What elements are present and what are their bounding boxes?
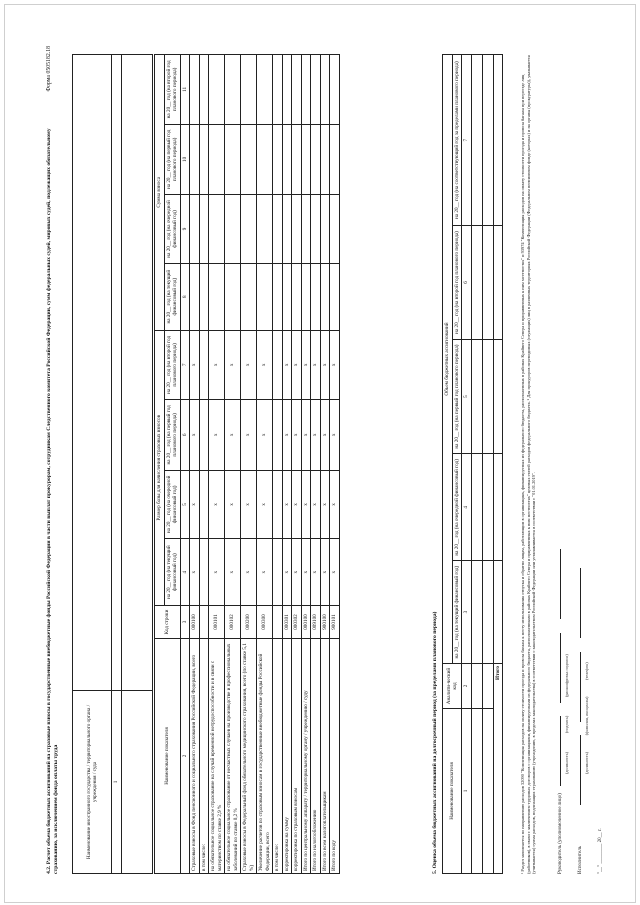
rate-y2: на 20__ год (на очередной финансовый год) [164,470,180,539]
sum-cell[interactable] [330,55,340,125]
exec-caption-1: (должность) [584,752,590,774]
form-id: Форма 0505182.18 [46,46,52,92]
row-code: 900100 [320,606,330,639]
base-cell[interactable] [199,539,209,606]
row-code: 009100 [311,606,321,639]
row-code: 000301 [282,606,292,639]
row-name: в том числе: [199,639,209,874]
lt-colnum-cell: 7 [462,55,472,226]
base-cell[interactable]: x [209,539,225,606]
base-cell[interactable]: x [282,330,292,400]
lt-colnum-cell: 4 [462,454,472,561]
sum-cell[interactable] [241,195,257,264]
rotated-document [42,40,612,880]
base-cell[interactable]: x [190,470,200,539]
row-name: в том числе: [273,639,283,874]
row-name: корректировка по страховым взносам [292,639,302,874]
sum-cell[interactable] [257,263,273,330]
row-name: на обязательное социальное страхование на случай временной нетрудоспособности и в связи с материнством по ставке 2,9 % [209,639,225,874]
row-code: 000300 [257,606,273,639]
base-cell[interactable]: x [330,330,340,400]
sum-cell[interactable] [199,124,209,194]
row-code: 000102 [225,606,241,639]
sum-cell[interactable] [199,263,209,330]
colnum-cell: 11 [180,55,190,125]
sum-y1: на 20__ год (на текущий финансовый год) [164,263,180,330]
sum-cell[interactable] [273,195,283,264]
base-cell[interactable]: x [301,400,311,470]
table-row [301,55,311,874]
sum-y4: на 20__ год (на второй год планового периода) [164,55,180,125]
sum-cell[interactable] [301,124,311,194]
lt-y2: на 20__ год (на очередной финансовый год) [452,454,462,561]
base-cell[interactable]: x [257,330,273,400]
row-name: Итого по всем налогоплательщикам [320,639,330,874]
base-cell[interactable]: x [225,400,241,470]
sum-cell[interactable] [209,263,225,330]
sum-cell[interactable] [257,55,273,125]
footnote: ¹ Раздел заполняется по направлению расходов 32090 "Компенсация расходов на оплату стоимости проезда и провоза багажа к месту использования отпуска и обратно лицам, работающим в организациях, финансируемых из федерального бюджета, расположенных в районах Крайнего Севера и приравненных к ним местностях" и 93974 "Компенсация расходов на оплату стоимости проезда и провоза багажа при переезде лиц (работников), в связи с заключением трудовых договоров с организациями, финансируемыми из федерального бюджета, расположенными в районах Крайнего Севера и приравненных к ним местностях" целевых статей расходов федерального бюджета. ² Для прокуроров переводимых (служащих) лиц в различных территориях Российской Федерации (Федеральном пенсионном фонде (которых) и на органы (прокуратуры)), указывается (учитывается) сумма расходов, подлежащих страхованию (учреждению, в пределах законодательства) в соответствии с законодательством Российской Федерации или устанавливается в соответствии с "01.01.2019". [520,55,537,874]
sum-cell[interactable] [320,195,330,264]
lt-colnum-row [462,55,472,874]
sum-y3: на 20__ год (на первый год планового периода) [164,124,180,194]
row-code: 000302 [292,606,302,639]
colnum-cell: 2 [180,639,190,874]
sum-cell[interactable] [273,55,283,125]
exec-caption-2: (фамилия, инициалы) [584,696,590,736]
table-row [257,55,273,874]
lt-y5: на 20__ год (на соответствующий год за пределами планового периода) [452,55,462,226]
lt-y3: на 20__ год (на первый год планового периода) [452,339,462,454]
head-position-line[interactable] [560,716,561,786]
row-name: Увеличение расчетов по страховым взносам в государственные внебюджетные фонды Российской Федерации, всего [257,639,273,874]
lt-y1: на 20__ год (на текущий финансовый год) [452,561,462,664]
base-cell[interactable]: x [190,539,200,606]
sum-cell[interactable] [311,263,321,330]
base-cell[interactable]: x [257,470,273,539]
lt-total-label: Итого [493,664,503,874]
colnum-cell: 3 [180,606,190,639]
base-cell[interactable]: x [190,330,200,400]
head-signature-line[interactable] [560,633,561,703]
base-cell[interactable] [199,330,209,400]
row-name: корректировка на сумму [282,639,292,874]
sum-cell[interactable] [225,263,241,330]
lt-colnum-cell: 3 [462,561,472,664]
base-cell[interactable]: x [292,470,302,539]
base-cell[interactable] [273,539,283,606]
sum-cell[interactable] [241,263,257,330]
base-cell[interactable]: x [282,400,292,470]
base-cell[interactable]: x [320,400,330,470]
base-cell[interactable]: x [320,539,330,606]
date-line: "__" ________ 20__ г. [598,828,603,874]
table-row [311,55,321,874]
sum-cell[interactable] [190,55,200,125]
sum-cell[interactable] [257,195,273,264]
sum-cell[interactable] [209,195,225,264]
base-cell[interactable]: x [225,330,241,400]
base-cell[interactable]: x [282,539,292,606]
table-row [330,55,340,874]
rate-y1: на 20__ год (на текущий финансовый год) [164,539,180,606]
row-code: 000101 [209,606,225,639]
sum-cell[interactable] [292,55,302,125]
base-cell[interactable]: x [241,330,257,400]
table-row [225,55,241,874]
base-cell[interactable]: x [330,470,340,539]
sum-cell[interactable] [292,124,302,194]
sum-cell[interactable] [301,55,311,125]
colnum-cell: 5 [180,470,190,539]
sum-cell[interactable] [282,55,292,125]
base-cell[interactable]: x [257,539,273,606]
sum-cell[interactable] [209,55,225,125]
base-cell[interactable]: x [320,470,330,539]
base-cell[interactable]: x [209,330,225,400]
row-name: на обязательное социальное страхование от несчастных случаев на производстве и профессиональных заболеваний по ставке 0,2 % [225,639,241,874]
sum-cell[interactable] [273,124,283,194]
base-cell[interactable]: x [209,400,225,470]
head-caption-2: (подпись) [564,715,570,734]
row-name: Страховые взносы в Федеральный фонд обязательного медицинского страхования, всего (по ставке 5,1 %) [241,639,257,874]
sum-cell[interactable] [190,195,200,264]
lt-colnum-cell: 2 [462,664,472,709]
base-cell[interactable]: x [257,400,273,470]
sum-cell[interactable] [282,195,292,264]
lt-name-header: Наименование показателя [443,709,462,874]
sum-cell[interactable] [330,263,340,330]
base-cell[interactable]: x [241,470,257,539]
table-row [209,55,225,874]
base-cell[interactable] [273,400,283,470]
base-cell[interactable] [199,400,209,470]
row-code: 900101 [330,606,340,639]
colnum-cell: 7 [180,330,190,400]
sum-group-header: Сумма взноса [155,55,165,331]
base-cell[interactable]: x [292,539,302,606]
colnum-cell: 8 [180,263,190,330]
sum-cell[interactable] [257,124,273,194]
colnum-cell: 10 [180,124,190,194]
row-name: Итого по центральному аппарату / территориальному органу / учреждению / суду [301,639,311,874]
institution-header: Наименование иностранного государства / территориального органа / учреждения / суда [73,690,112,873]
row-code: 000200 [241,606,257,639]
lt-colnum-cell: 5 [462,339,472,454]
base-cell[interactable]: x [301,470,311,539]
sum-cell[interactable] [320,55,330,125]
institution-table [72,54,153,874]
sum-cell[interactable] [241,124,257,194]
longterm-table [442,54,503,874]
sum-cell[interactable] [311,55,321,125]
lt-code-header: Аналити-ческий код [443,664,462,709]
base-cell[interactable] [273,330,283,400]
colnum-cell: 6 [180,400,190,470]
table-row [199,55,209,874]
sum-cell[interactable] [190,124,200,194]
rate-y4: на 20__ год (на второй год планового периода) [164,330,180,400]
row-code [273,606,283,639]
section-title: 4.2. Расчет объема бюджетных ассигнований на страховые взносы в государственные внебюджетные фонды Российской Федерации в части выплат прокурорам, сотрудникам Следственного комитета Российской Федерации, сумм федеральных судей, мировых судей, подлежащих обязательному страхованию, за исключением фонда оплаты труда [46,128,59,874]
base-cell[interactable]: x [292,330,302,400]
base-cell[interactable]: x [330,400,340,470]
base-cell[interactable]: x [225,539,241,606]
institution-row [121,690,152,873]
sum-cell[interactable] [282,263,292,330]
sum-cell[interactable] [199,195,209,264]
sum-cell[interactable] [292,195,302,264]
base-cell[interactable]: x [282,470,292,539]
table-row [292,55,302,874]
insurance-table [154,54,340,874]
sum-cell[interactable] [292,263,302,330]
head-caption-3: (расшифровка подписи) [564,654,570,697]
base-cell[interactable]: x [311,470,321,539]
lt-colnum-cell: 6 [462,226,472,339]
rate-group-header: Размер базы для начисления страховых взносов [155,330,165,605]
base-cell[interactable]: x [225,470,241,539]
base-cell[interactable]: x [301,330,311,400]
base-cell[interactable]: x [301,539,311,606]
row-code [199,606,209,639]
row-code: 000100 [190,606,200,639]
colnum-cell: 9 [180,195,190,264]
base-cell[interactable]: x [292,400,302,470]
colnum-row [180,55,190,874]
sum-cell[interactable] [225,124,241,194]
row-name: Итого по налогообложению [311,639,321,874]
table-row [241,55,257,874]
exec-caption-3: (телефон) [584,662,590,680]
head-name-line[interactable] [560,549,561,619]
sum-cell[interactable] [301,195,311,264]
exec-phone-line[interactable] [580,568,581,638]
sum-cell[interactable] [282,124,292,194]
col-code-header: Код строки [155,606,181,639]
base-cell[interactable] [273,470,283,539]
sum-cell[interactable] [320,124,330,194]
row-code: 000100 [301,606,311,639]
base-cell[interactable]: x [241,539,257,606]
base-cell[interactable]: x [320,330,330,400]
base-cell[interactable] [199,470,209,539]
base-cell[interactable]: x [330,539,340,606]
sum-cell[interactable] [301,263,311,330]
sum-cell[interactable] [320,263,330,330]
base-cell[interactable]: x [190,400,200,470]
base-cell[interactable]: x [311,330,321,400]
sum-cell[interactable] [225,195,241,264]
col-name-header: Наименование показателя [155,639,181,874]
exec-position-line[interactable] [580,735,581,805]
table-row [320,55,330,874]
sum-y2: на 20__ год (на очередной финансовый год) [164,195,180,264]
institution-colnum: 1 [112,690,122,873]
rate-y3: на 20__ год (на первый год планового периода) [164,400,180,470]
head-signature-block [558,543,570,874]
sum-cell[interactable] [311,124,321,194]
base-cell[interactable]: x [241,400,257,470]
lt-group-header: Объем бюджетных ассигнований [443,55,453,664]
sum-cell[interactable] [311,195,321,264]
row-name: Итого по коду [330,639,340,874]
colnum-cell: 4 [180,539,190,606]
exec-label: Исполнитель [578,846,583,874]
sum-cell[interactable] [190,263,200,330]
table-row [190,55,200,874]
sum-cell[interactable] [209,124,225,194]
subsection-title: 5. Оценка объема бюджетных ассигнований на долгосрочный период (за пределами планового периода) [432,611,438,874]
institution-header-empty [73,55,112,691]
lt-colnum-cell: 1 [462,709,472,874]
row-name: Страховые взносы в Фонд пенсионного и социального страхования Российской Федерации, всего [190,639,200,874]
sum-cell[interactable] [330,195,340,264]
head-caption-1: (должность) [564,752,570,774]
base-cell[interactable]: x [311,400,321,470]
sum-cell[interactable] [273,263,283,330]
base-cell[interactable]: x [311,539,321,606]
sum-cell[interactable] [199,55,209,125]
sum-cell[interactable] [241,55,257,125]
exec-name-line[interactable] [580,652,581,722]
table-row [273,55,283,874]
sum-cell[interactable] [225,55,241,125]
base-cell[interactable]: x [209,470,225,539]
exec-signature-block [578,562,590,874]
head-label: Руководитель (уполномоченное лицо) [558,793,563,874]
lt-y4: на 20__ год (на второй год планового периода) [452,226,462,339]
table-row [282,55,292,874]
sum-cell[interactable] [330,124,340,194]
